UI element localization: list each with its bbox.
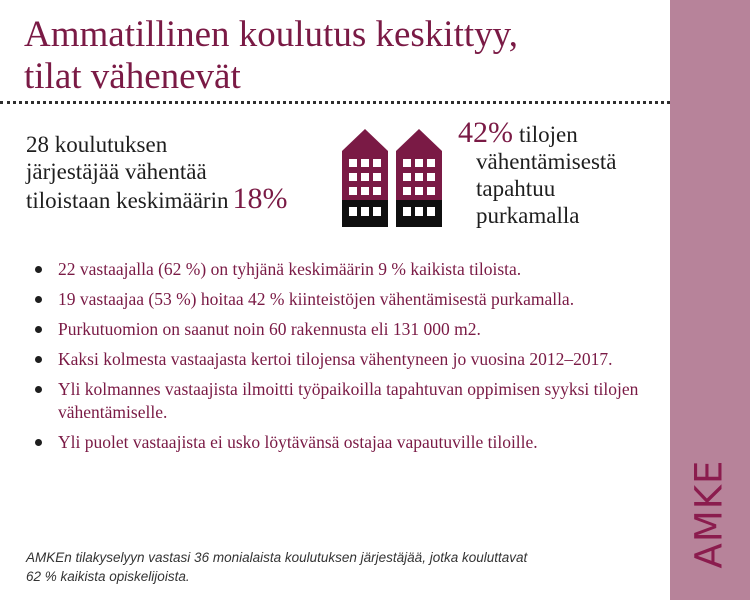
list-item-text: Purkutuomion on saanut noin 60 rakennusta eli 131 000 m2. — [58, 319, 481, 339]
list-item — [34, 288, 659, 311]
list-item — [34, 431, 659, 454]
stat-reduction — [26, 131, 326, 214]
footnote — [26, 548, 646, 586]
findings-list — [34, 258, 659, 461]
stat-demolition — [458, 116, 658, 229]
stat-right-line-1-wrap — [458, 116, 658, 149]
footnote-line-2: 62 % kaikista opiskelijoista. — [26, 569, 190, 584]
list-item — [34, 348, 659, 371]
list-item — [34, 318, 659, 341]
title-line-1: Ammatillinen koulutus keskittyy, — [24, 14, 518, 55]
stat-left-line-1: 28 koulutuksen — [26, 132, 168, 157]
bullet-dot-icon — [35, 386, 42, 393]
bullet-dot-icon — [35, 439, 42, 446]
bullet-dot-icon — [35, 356, 42, 363]
stat-right-line-1: tilojen — [519, 122, 578, 147]
list-item-text: 19 vastaajaa (53 %) hoitaa 42 % kiinteistöjen vähentämisestä purkamalla. — [58, 289, 575, 309]
list-item-text: 22 vastaajalla (62 %) on tyhjänä keskimäärin 9 % kaikista tiloista. — [58, 259, 522, 279]
bullet-dot-icon — [35, 266, 42, 273]
title-line-2: tilat vähenevät — [24, 56, 241, 97]
stat-right-line-4: purkamalla — [476, 203, 580, 228]
page-title — [24, 14, 644, 98]
stat-right-line-3: tapahtuu — [476, 176, 556, 201]
stat-right-line-2: vähentämisestä — [476, 149, 617, 174]
stat-left-line-3-wrap — [26, 182, 326, 215]
stat-left-value: 18% — [232, 182, 288, 215]
footnote-line-1: AMKEn tilakyselyyn vastasi 36 monialaista koulutuksen järjestäjää, jotka kouluttavat — [26, 550, 528, 565]
brand-label: AMKE — [687, 459, 731, 569]
bullet-dot-icon — [35, 326, 42, 333]
list-item — [34, 258, 659, 281]
stat-left-line-2: järjestäjää vähentää — [26, 159, 207, 184]
two-buildings-icon — [340, 127, 446, 227]
list-item-text: Yli puolet vastaajista ei usko löytävänsä ostajaa vapautuville tiloille. — [58, 432, 538, 452]
list-item-text: Yli kolmannes vastaajista ilmoitti työpaikoilla tapahtuvan oppimisen syyksi tilojen vähentämiselle. — [58, 379, 639, 422]
stat-right-value: 42% — [458, 116, 513, 149]
bullet-dot-icon — [35, 296, 42, 303]
list-item-text: Kaksi kolmesta vastaajasta kertoi tilojensa vähentyneen jo vuosina 2012–2017. — [58, 349, 613, 369]
dotted-divider — [0, 101, 670, 104]
list-item — [34, 378, 659, 424]
stat-left-line-3: tiloistaan keskimäärin — [26, 188, 229, 213]
